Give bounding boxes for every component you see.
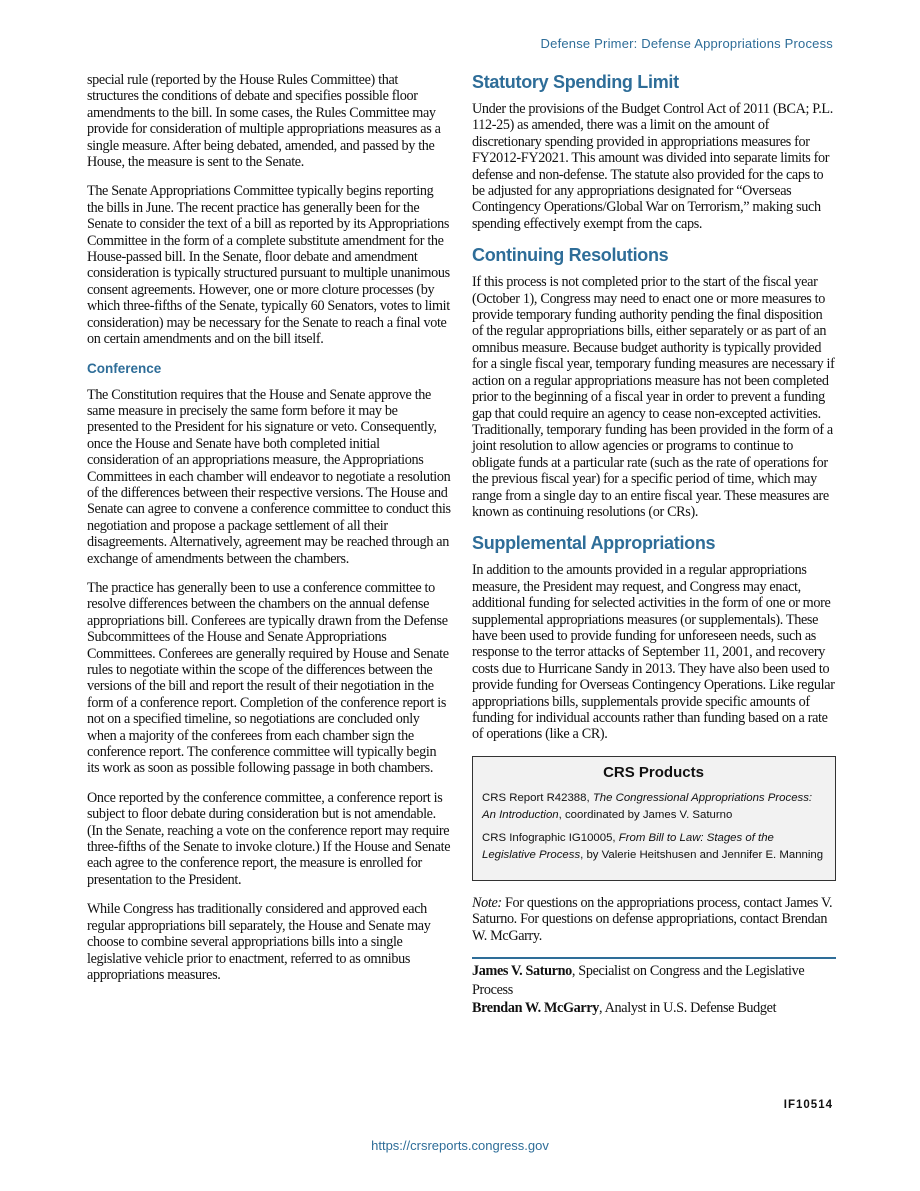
crs-infographic-title: From Bill to Law: Stages of the Legislative Process [482, 831, 774, 862]
paragraph-continuing: If this process is not completed prior to the start of the fiscal year (October 1), Congress may need to enact one or more measures to provide temporary funding authority pending the final disposition of the regular appropriations bills, either separately or as part of an omnibus measure. Because budget authority is typically provided for a single fiscal year, temporary funding measures are necessary if action on a regular appropriations measure has not been completed prior to the beginning of a fiscal year in order to prevent a funding gap that could require an agency to cease non-excepted activities. Traditionally, temporary funding has been provided in the form of a joint resolution to allow agencies or programs to continue to obligate funds at a particular rate (such as the rate of operations for the previous fiscal year) for a specific period of time, which may range from a single day to an entire fiscal year. These measures are known as continuing resolutions (or CRs). [472, 274, 835, 520]
paragraph-omnibus: While Congress has traditionally considered and approved each regular appropriations bill separately, the House and Senate may choose to combine several appropriations bills into a single legislative vehicle prior to enactment, referred to as omnibus appropriations measures. [87, 901, 431, 983]
author-saturno-name: James V. Saturno [472, 963, 572, 980]
author-mcgarry-name: Brendan W. McGarry [472, 1000, 600, 1017]
document-id: IF10514 [783, 1099, 833, 1111]
note-label: Note: [472, 894, 502, 911]
paragraph-practice: The practice has generally been to use a conference committee to resolve differences between the chambers on the annual defense appropriations bill. Conferees are typically drawn from the Defense Subcommittees of the House and Senate Appropriations Committees. Conferees are generally required by House and Senate rules to negotiate within the scope of the differences between the versions of the bill and report the result of their negotiation in the form of a conference report. Completion of the conference report is not on a specified timeline, so negotiations are concluded only when a majority of the conferees from each chamber sign the conference report. The conference committee will typically begin its work as soon as possible following passage in both chambers. [87, 579, 449, 777]
author-saturno-title: , Specialist on Congress and the Legislative Process [472, 963, 805, 998]
heading-conference: Conference [87, 360, 162, 376]
running-header: Defense Primer: Defense Appropriations Process [540, 36, 833, 51]
paragraph-senate-committee: The Senate Appropriations Committee typically begins reporting the bills in June. The recent practice has generally been for the Senate to consider the text of a bill as reported by its Appropriations Committee in the form of a complete substitute amendment for the House-passed bill. In the Senate, floor debate and amendment consideration is typically structured pursuant to multiple unanimous consent agreements. However, one or more cloture processes (by which three-fifths of the Senate, typically 60 Senators, votes to limit consideration) may be necessary for the Senate to reach a final vote on certain amendments and on the bill itself. [87, 183, 450, 348]
note-text: For questions on the appropriations process, contact James V. Saturno. For questions on defense appropriations, contact Brendan W. McGarry. [472, 894, 833, 944]
crs-report-prefix: CRS Report R42388, [482, 791, 593, 804]
paragraph-constitution: The Constitution requires that the House and Senate approve the same measure in precisely the same form before it may be presented to the President for his signature or veto. Consequently, once the House and Senate have both completed initial consideration of an appropriations measure, the Appropriations Committees in each chamber will endeavor to negotiate a resolution of the differences between their respective versions. The House and Senate can agree to convene a conference committee to conduct this negotiation and propose a package settlement of all their disagreements. Alternatively, agreement may be reached through an exchange of amendments between the chambers. [87, 386, 451, 567]
author-divider [472, 957, 836, 959]
paragraph-conference-report: Once reported by the conference committee, a conference report is subject to floor debate during consideration but is not amendable. (In the Senate, reaching a vote on the conference report may require three-fifths of the Senate to invoke cloture.) If the House and Senate each agree to the conference report, the measure is enrolled for presentation to the President. [87, 789, 451, 888]
crs-products-box [472, 756, 836, 881]
crs-report-suffix: , coordinated by James V. Saturno [558, 809, 733, 822]
crs-products-title: CRS Products [603, 763, 704, 781]
author-mcgarry [472, 999, 836, 1018]
crs-product-infographic [482, 830, 825, 865]
note-paragraph [472, 895, 836, 944]
crs-report-title: The Congressional Appropriations Process: An Introduction [482, 791, 813, 822]
heading-continuing-resolutions: Continuing Resolutions [472, 245, 669, 266]
footer-url[interactable]: https://crsreports.congress.gov [371, 1138, 549, 1153]
heading-statutory-spending-limit: Statutory Spending Limit [472, 72, 679, 92]
crs-infographic-suffix: , by Valerie Heitshusen and Jennifer E. Manning [580, 849, 824, 862]
paragraph-supplemental: In addition to the amounts provided in a regular appropriations measure, the President may request, and Congress may enact, additional funding for selected activities in the form of one or more supplemental appropriations measures (or supplementals). These have been used to provide funding for unforeseen needs, such as response to the terror attacks of September 11, 2001, and recovery costs due to Hurricane Sandy in 2013. They have also been used to provide funding for Overseas Contingency Operations. Like regular appropriations bills, supplementals provide specific amounts of funding for individual accounts rather than funding based on a rate of operations (like a CR). [472, 562, 835, 743]
author-saturno [472, 962, 836, 999]
paragraph-house-rule: special rule (reported by the House Rules Committee) that structures the conditions of debate and specifies possible floor amendments to the bill. In some cases, the Rules Committee may provide for consideration of multiple appropriations measures as a single measure. After being debated, amended, and passed by the House, the measure is sent to the Senate. [87, 72, 441, 171]
heading-supplemental-appropriations: Supplemental Appropriations [472, 533, 716, 554]
crs-infographic-prefix: CRS Infographic IG10005, [482, 831, 619, 844]
crs-product-report [482, 790, 825, 825]
right-column [472, 72, 836, 1018]
paragraph-statutory: Under the provisions of the Budget Control Act of 2011 (BCA; P.L. 112-25) as amended, there was a limit on the amount of discretionary spending provided in appropriations measures for FY2012-FY2021. This amount was divided into separate limits for defense and non-defense. The statute also provided for the caps to be adjusted for any appropriations designated for “Overseas Contingency Operations/Global War on Terrorism,” making such spending effectively exempt from the caps. [472, 101, 833, 232]
author-block [472, 962, 836, 1018]
left-column [87, 72, 451, 996]
author-mcgarry-title: , Analyst in U.S. Defense Budget [599, 1000, 777, 1017]
